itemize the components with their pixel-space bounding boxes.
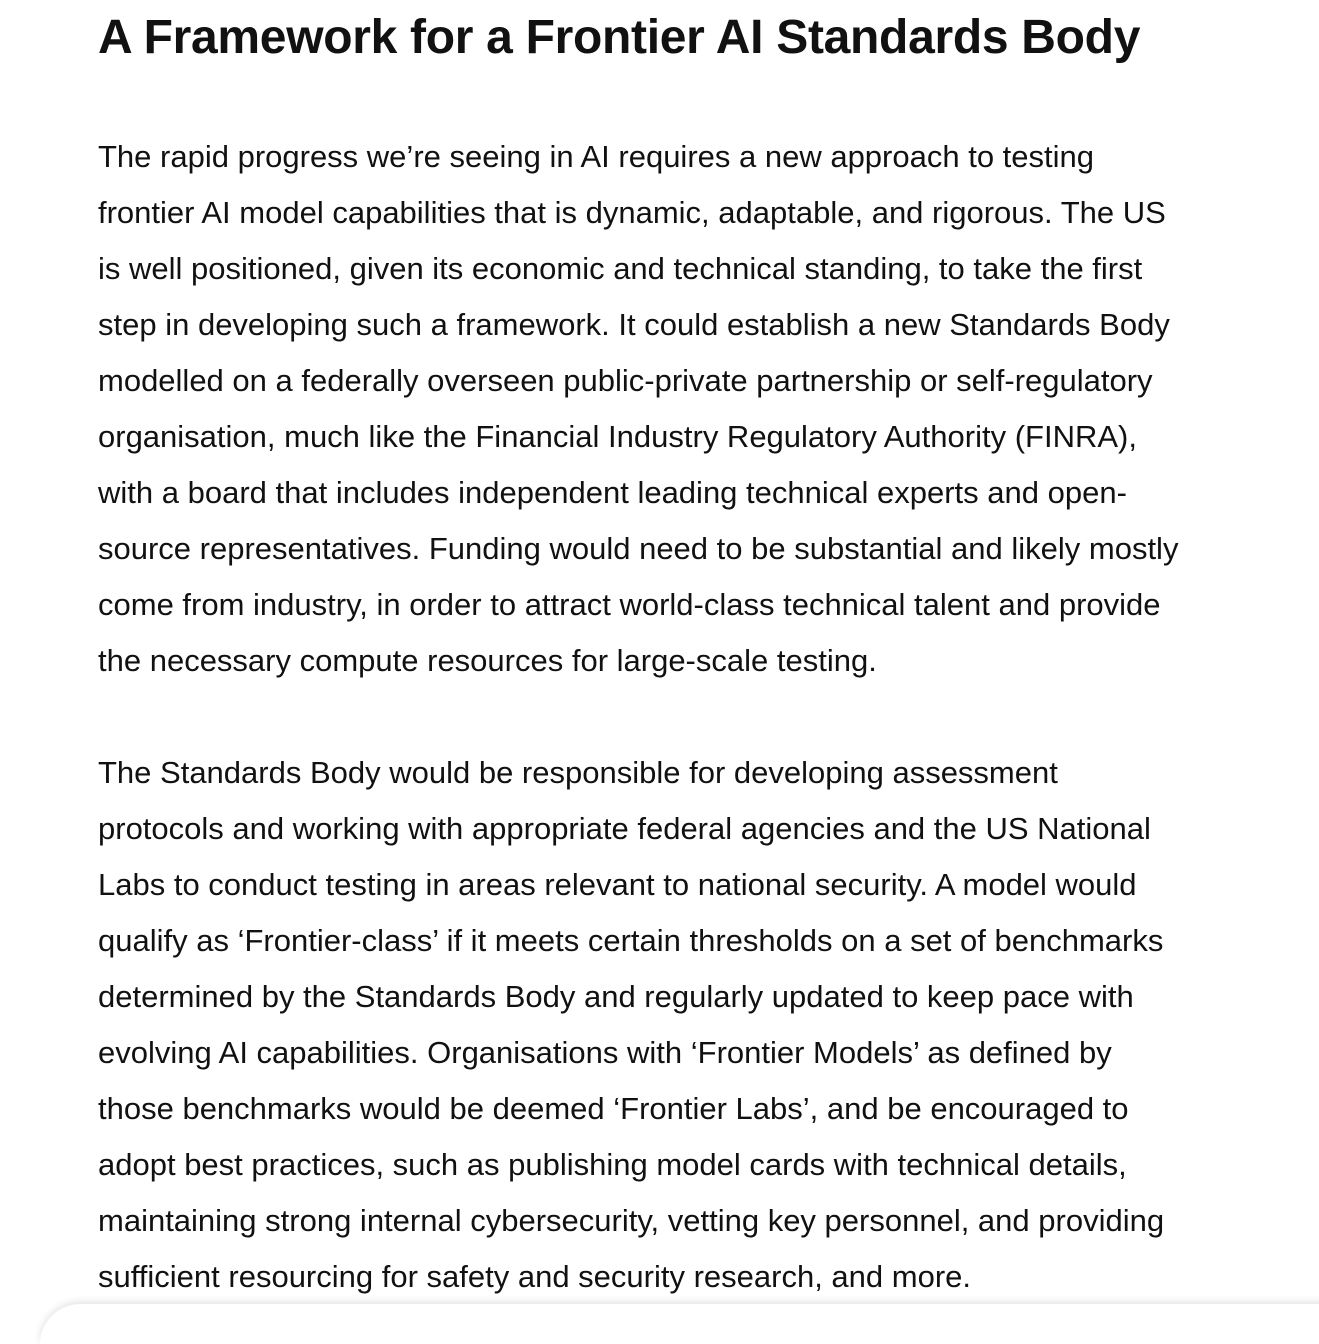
paragraph-line: those benchmarks would be deemed ‘Frontier Labs’, and be encouraged to xyxy=(98,1091,1129,1126)
paragraph-line: source representatives. Funding would need to be substantial and likely mostly xyxy=(98,531,1179,566)
paragraph-line: step in developing such a framework. It could establish a new Standards Body xyxy=(98,307,1170,342)
bottom-sheet-edge[interactable] xyxy=(40,1304,1319,1344)
paragraph-line: modelled on a federally overseen public-private partnership or self-regulatory xyxy=(98,363,1153,398)
paragraph-line: evolving AI capabilities. Organisations with ‘Frontier Models’ as defined by xyxy=(98,1035,1112,1070)
paragraph-line: The Standards Body would be responsible for developing assessment xyxy=(98,755,1058,790)
paragraph-line: Labs to conduct testing in areas relevant to national security. A model would xyxy=(98,867,1137,902)
paragraph-line: organisation, much like the Financial Industry Regulatory Authority (FINRA), xyxy=(98,419,1137,454)
paragraph-line: determined by the Standards Body and regularly updated to keep pace with xyxy=(98,979,1134,1014)
paragraph-line: The rapid progress we’re seeing in AI requires a new approach to testing xyxy=(98,139,1095,174)
paragraph-line: sufficient resourcing for safety and security research, and more. xyxy=(98,1259,972,1294)
paragraph-line: frontier AI model capabilities that is dynamic, adaptable, and rigorous. The US xyxy=(98,195,1166,230)
paragraph-line: qualify as ‘Frontier-class’ if it meets certain thresholds on a set of benchmarks xyxy=(98,923,1164,958)
paragraph-line: come from industry, in order to attract world-class technical talent and provide xyxy=(98,587,1161,622)
paragraph-line: the necessary compute resources for large-scale testing. xyxy=(98,643,877,678)
paragraph-1 xyxy=(98,129,1178,689)
paragraph-line: with a board that includes independent leading technical experts and open- xyxy=(98,475,1127,510)
paragraph-line: is well positioned, given its economic and technical standing, to take the first xyxy=(98,251,1143,286)
paragraph-line: adopt best practices, such as publishing model cards with technical details, xyxy=(98,1147,1127,1182)
paragraph-line: protocols and working with appropriate federal agencies and the US National xyxy=(98,811,1151,846)
paragraph-2 xyxy=(98,745,1164,1305)
article-title: A Framework for a Frontier AI Standards Body xyxy=(98,11,1141,64)
paragraph-line: maintaining strong internal cybersecurity, vetting key personnel, and providing xyxy=(98,1203,1165,1238)
